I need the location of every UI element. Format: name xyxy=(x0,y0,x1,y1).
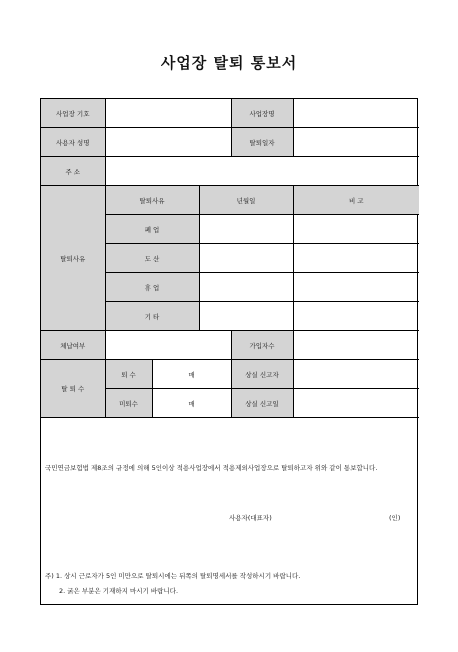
reason-other: 기 타 xyxy=(105,302,199,331)
field-biz-symbol[interactable] xyxy=(105,99,231,128)
field-loss-reporter[interactable] xyxy=(293,360,419,389)
signature-seal[interactable]: (인) xyxy=(389,514,401,522)
row-arrears xyxy=(41,331,419,360)
label-loss-reporter: 상실 신고자 xyxy=(231,360,293,389)
label-withdraw-count: 탈 퇴 수 xyxy=(41,360,105,418)
field-closure-date[interactable] xyxy=(199,215,293,244)
field-retire-count[interactable] xyxy=(152,360,231,389)
label-owner-name: 사용자 성명 xyxy=(41,128,105,157)
field-closure-remark[interactable] xyxy=(293,215,419,244)
unrep-unit: 매 xyxy=(188,399,195,408)
field-withdraw-date[interactable] xyxy=(293,128,419,157)
document-title: 사업장 탈퇴 통보서 xyxy=(160,54,298,72)
row-address xyxy=(41,157,419,186)
label-arrears: 체납여부 xyxy=(41,331,105,360)
row-retire xyxy=(41,360,419,389)
signature-label: 사용자(대표자) xyxy=(229,514,272,522)
header-date: 년월일 xyxy=(199,186,293,215)
row-reason-header xyxy=(41,186,419,215)
row-owner xyxy=(41,128,419,157)
notes xyxy=(45,569,415,599)
label-loss-report-date: 상실 신고일 xyxy=(231,389,293,418)
field-arrears[interactable] xyxy=(105,331,231,360)
label-biz-name: 사업장명 xyxy=(231,99,293,128)
field-address[interactable] xyxy=(105,157,419,186)
label-address: 주 소 xyxy=(41,157,105,186)
field-unrep-count[interactable] xyxy=(152,389,231,418)
form-grid xyxy=(41,99,419,418)
header-reason: 탈퇴사유 xyxy=(105,186,199,215)
label-member-count: 가입자수 xyxy=(231,331,293,360)
reason-closure: 폐 업 xyxy=(105,215,199,244)
retire-unit: 매 xyxy=(188,370,195,379)
header-remark: 비 고 xyxy=(293,186,419,215)
note-1: 주) 1. 상시 근로자가 5인 미만으로 탈퇴시에는 뒤쪽의 탈퇴명세서를 작성하시기 바랍니다. xyxy=(45,572,301,580)
field-bankruptcy-date[interactable] xyxy=(199,244,293,273)
field-loss-report-date[interactable] xyxy=(293,389,419,418)
field-other-remark[interactable] xyxy=(293,302,419,331)
label-biz-symbol: 사업장 기호 xyxy=(41,99,105,128)
label-unrep-count: 미퇴수 xyxy=(105,389,152,418)
field-biz-name[interactable] xyxy=(293,99,419,128)
field-member-count[interactable] xyxy=(293,331,419,360)
field-suspension-date[interactable] xyxy=(199,273,293,302)
field-suspension-remark[interactable] xyxy=(293,273,419,302)
withdrawal-form xyxy=(40,98,418,605)
label-retire-count: 퇴 수 xyxy=(105,360,152,389)
field-owner-name[interactable] xyxy=(105,128,231,157)
statement-text: 국민연금보험법 제8조의 규정에 의해 5인이상 적용사업장에서 적용제외사업장으로 탈퇴하고자 위와 같이 통보합니다. xyxy=(45,464,378,472)
label-withdraw-date: 탈퇴일자 xyxy=(231,128,293,157)
row-business xyxy=(41,99,419,128)
field-other-date[interactable] xyxy=(199,302,293,331)
reason-suspension: 휴 업 xyxy=(105,273,199,302)
field-bankruptcy-remark[interactable] xyxy=(293,244,419,273)
note-2: 2. 굵은 부분은 기재하지 마시기 바랍니다. xyxy=(59,587,179,595)
reason-bankruptcy: 도 산 xyxy=(105,244,199,273)
label-withdraw-reason: 탈퇴사유 xyxy=(41,186,105,331)
